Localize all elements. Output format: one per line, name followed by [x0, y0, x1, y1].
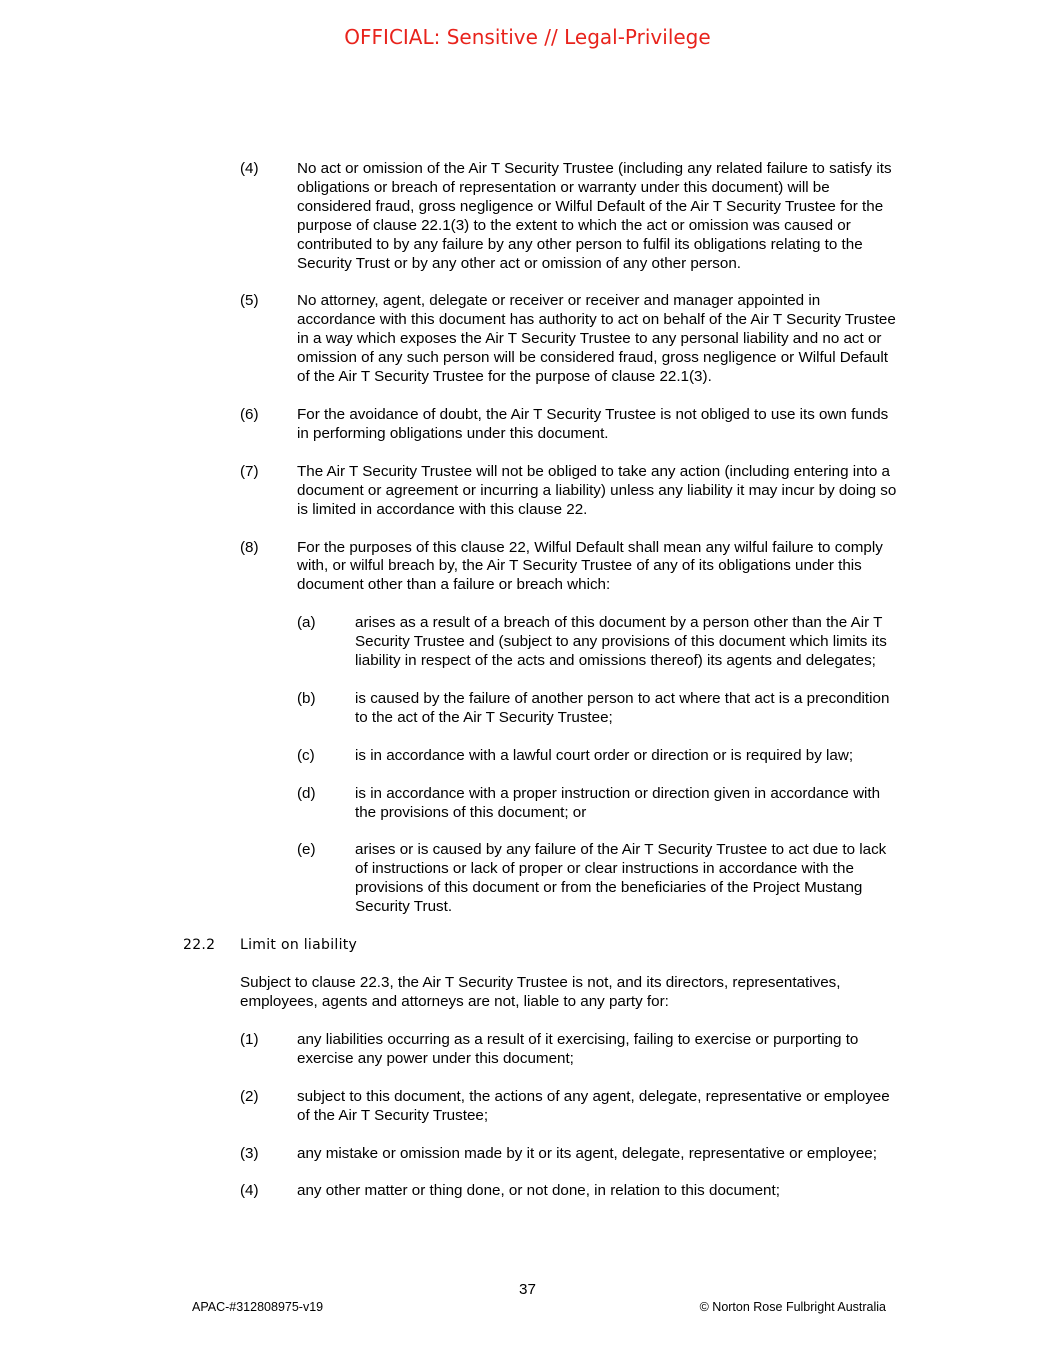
subitem-text: arises as a result of a breach of this document by a person other than the Air T Security Trustee and (subject to any provisions of this document which limits its liability in respect of the acts and omissions thereof) its agents and delegates;: [355, 614, 887, 670]
item-text: subject to this document, the actions of any agent, delegate, representative or employee of the Air T Security Trustee;: [297, 1087, 890, 1124]
subitem-text: arises or is caused by any failure of the Air T Security Trustee to act due to lack of instructions or lack of proper or clear instructions in accordance with the provisions of this document or from the beneficiaries of the Project Mustang Security Trust.: [355, 841, 887, 916]
clause-item-4: [0, 160, 897, 273]
clause-title: Limit on liability: [240, 937, 358, 954]
subitem-b: [0, 690, 897, 728]
item-text: The Air T Security Trustee will not be obliged to take any action (including entering into a document or agreement or incurring a liability) unless any liability it may incur by doing so is limited in accordance with this clause 22.: [297, 462, 897, 518]
item-number: (4): [240, 160, 259, 177]
item-number: (2): [240, 1087, 259, 1105]
subitem-e: [0, 841, 897, 917]
clause-intro: Subject to clause 22.3, the Air T Security Trustee is not, and its directors, representatives, employees, agents and attorneys are not, liable to any party for:: [240, 974, 841, 1010]
clause-item-5: [0, 292, 897, 387]
subitem-letter: (c): [297, 746, 315, 764]
page-number: 37: [519, 1281, 536, 1298]
item-text: For the avoidance of doubt, the Air T Security Trustee is not obliged to use its own funds in performing obligations under this document.: [297, 405, 889, 442]
copyright-notice: © Norton Rose Fulbright Australia: [699, 1300, 886, 1314]
liability-item-4: [0, 1182, 897, 1201]
subitem-text: is in accordance with a lawful court order or direction or is required by law;: [355, 746, 854, 764]
subitem-letter: (b): [297, 689, 316, 707]
subitem-letter: (e): [297, 841, 316, 859]
item-text: No act or omission of the Air T Security Trustee (including any related failure to satisfy its obligations or breach of representation or warranty under this document) will be considered fraud, gross negligence or Wilful Default of the Air T Security Trustee for the purpose of clause 22.1(3) to the extent to which the act or omission was caused or contributed to by any failure by any other person to fulfil its obligations relating to the Security Trust or by any other act or omission of any other person.: [297, 160, 892, 272]
liability-item-1: [0, 1031, 897, 1069]
clause-item-7: [0, 463, 897, 520]
item-number: (8): [240, 538, 259, 556]
item-text: For the purposes of this clause 22, Wilful Default shall mean any wilful failure to comply with, or wilful breach by, the Air T Security Trustee of any of its obligations under this document other than a failure or breach which:: [297, 538, 883, 594]
subitem-letter: (a): [297, 614, 316, 632]
clause-item-8: [0, 539, 897, 596]
item-number: (3): [240, 1144, 259, 1162]
item-number: (5): [240, 292, 259, 310]
item-number: (7): [240, 462, 259, 480]
liability-item-2: [0, 1088, 897, 1126]
clause-item-6: [0, 406, 897, 444]
subitem-letter: (d): [297, 784, 316, 802]
item-text: No attorney, agent, delegate or receiver or receiver and manager appointed in accordance with this document has authority to act on behalf of the Air T Security Trustee in a way which exposes the Air T Security Trustee to any personal liability and no act or omission of any such person will be considered fraud, gross negligence or Wilful Default of the Air T Security Trustee for the purpose of clause 22.1(3).: [297, 292, 896, 386]
classification-banner: OFFICIAL: Sensitive // Legal-Privilege: [344, 25, 711, 49]
subitem-text: is caused by the failure of another person to act where that act is a precondition to the act of the Air T Security Trustee;: [355, 689, 890, 726]
subitem-a: [0, 614, 897, 671]
item-text: any mistake or omission made by it or its agent, delegate, representative or employee;: [297, 1144, 877, 1162]
clause-heading-22-2: [0, 936, 1055, 955]
subitem-text: is in accordance with a proper instruction or direction given in accordance with the provisions of this document; or: [355, 784, 881, 821]
subitem-c: [0, 747, 897, 766]
item-text: any liabilities occurring as a result of it exercising, failing to exercise or purporting to exercise any power under this document;: [297, 1030, 859, 1067]
item-number: (6): [240, 405, 259, 423]
item-text: any other matter or thing done, or not done, in relation to this document;: [297, 1182, 780, 1200]
liability-item-3: [0, 1145, 897, 1164]
document-id: APAC-#312808975-v19: [192, 1300, 324, 1314]
item-number: (1): [240, 1030, 259, 1048]
document-body: [0, 160, 1055, 1220]
clause-number: 22.2: [183, 937, 216, 954]
item-number: (4): [240, 1182, 259, 1200]
subitem-d: [0, 785, 897, 823]
